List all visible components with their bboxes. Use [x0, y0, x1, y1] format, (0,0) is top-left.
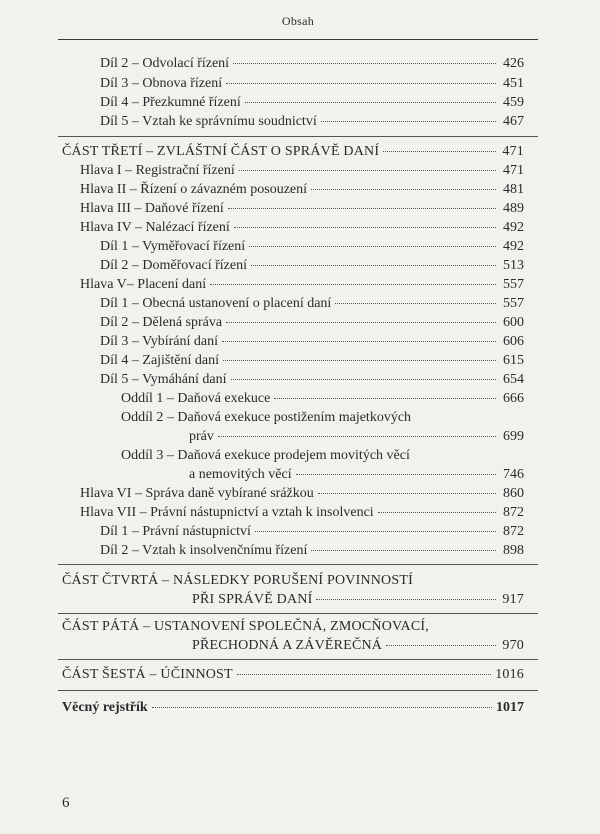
toc-entry[interactable]: Díl 3 – Vybírání daní 606 — [100, 334, 524, 349]
toc-entry[interactable]: Oddíl 1 – Daňová exekuce 666 — [121, 391, 524, 406]
page-number: 6 — [62, 795, 70, 811]
section-rule — [58, 564, 538, 565]
toc-part-entry[interactable]: ČÁST ŠESTÁ – ÚČINNOST 1016 — [62, 667, 524, 682]
toc-entry[interactable]: Hlava III – Daňové řízení 489 — [80, 201, 524, 216]
toc-entry[interactable]: Díl 4 – Přezkumné řízení 459 — [100, 95, 524, 110]
toc-entry[interactable]: Díl 5 – Vztah ke správnímu soudnictví 467 — [100, 114, 524, 129]
toc-part-entry[interactable]: PŘI SPRÁVĚ DANÍ 917 — [192, 592, 524, 607]
toc-entry[interactable]: a nemovitých věcí 746 — [189, 467, 524, 482]
toc-entry[interactable]: Hlava VI – Správa daně vybírané srážkou 860 — [80, 486, 524, 501]
toc-entry[interactable]: Díl 4 – Zajištění daní 615 — [100, 353, 524, 368]
toc-part-entry[interactable]: ČÁST TŘETÍ – ZVLÁŠTNÍ ČÁST O SPRÁVĚ DANÍ 471 — [62, 144, 524, 159]
toc-entry[interactable]: Díl 2 – Vztah k insolvenčnímu řízení 898 — [100, 543, 524, 558]
toc-entry[interactable]: Hlava II – Řízení o závazném posouzení 481 — [80, 182, 524, 197]
toc-entry[interactable]: Hlava IV – Nalézací řízení 492 — [80, 220, 524, 235]
toc-entry[interactable]: Díl 1 – Vyměřovací řízení 492 — [100, 239, 524, 254]
toc-entry[interactable]: Hlava V– Placení daní 557 — [80, 277, 524, 292]
toc-entry[interactable]: Díl 2 – Odvolací řízení 426 — [100, 56, 524, 71]
toc-entry[interactable]: Díl 3 – Obnova řízení 451 — [100, 76, 524, 91]
toc-entry[interactable]: Díl 2 – Doměřovací řízení 513 — [100, 258, 524, 273]
toc-entry-first-line: Oddíl 3 – Daňová exekuce prodejem movitých věcí — [121, 448, 410, 463]
toc-entry-first-line: Oddíl 2 – Daňová exekuce postižením majetkových — [121, 410, 412, 425]
toc-entry[interactable]: Díl 1 – Obecná ustanovení o placení daní 557 — [100, 296, 524, 311]
toc-part-entry[interactable]: PŘECHODNÁ A ZÁVĚREČNÁ 970 — [192, 638, 524, 653]
section-rule — [58, 136, 538, 137]
toc-index-entry[interactable]: Věcný rejstřík 1017 — [62, 700, 524, 715]
toc-entry[interactable]: Hlava I – Registrační řízení 471 — [80, 163, 524, 178]
section-rule — [58, 613, 538, 614]
header-rule — [58, 39, 538, 40]
toc-entry[interactable]: Díl 2 – Dělená správa 600 — [100, 315, 524, 330]
toc-entry[interactable]: Díl 5 – Vymáhání daní 654 — [100, 372, 524, 387]
running-header: Obsah — [281, 14, 315, 28]
toc-part-first-line: ČÁST PÁTÁ – USTANOVENÍ SPOLEČNÁ, ZMOCŇOVACÍ, — [62, 619, 429, 634]
section-rule — [58, 659, 538, 660]
toc-entry[interactable]: Díl 1 – Právní nástupnictví 872 — [100, 524, 524, 539]
toc-entry[interactable]: práv 699 — [189, 429, 524, 444]
toc-entry[interactable]: Hlava VII – Právní nástupnictví a vztah k insolvenci 872 — [80, 505, 524, 520]
section-rule — [58, 690, 538, 691]
toc-part-first-line: ČÁST ČTVRTÁ – NÁSLEDKY PORUŠENÍ POVINNOSTÍ — [62, 573, 413, 588]
